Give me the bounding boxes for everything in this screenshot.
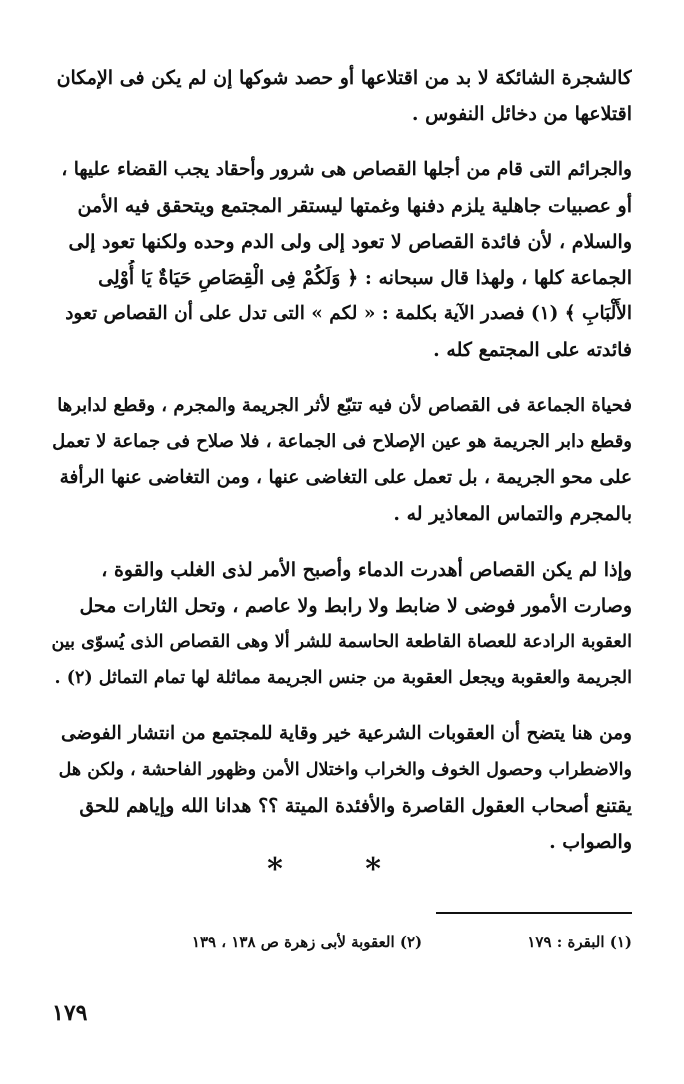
text-line: العقوبة الرادعة للعصاة القاطعة الحاسمة للشر ألا وهى القصاص الذى يُسوّى بين xyxy=(52,632,632,652)
text-line: ومن هنا يتضح أن العقوبات الشرعية خير وقاية للمجتمع من انتشار الفوضى xyxy=(60,723,632,744)
text-line: الجريمة والعقوبة ويجعل العقوبة من جنس الجريمة مماثلة لها تمام التماثل (٢) . xyxy=(54,668,632,688)
footnotes xyxy=(52,930,632,954)
text-line: والجرائم التى قام من أجلها القصاص هى شرور وأحقاد يجب القضاء عليها ، xyxy=(61,159,632,180)
text-line: اقتلاعها من دخائل النفوس . xyxy=(411,103,632,125)
page-number: ١٧٩ xyxy=(52,1000,88,1026)
quran-verse-line: الأَلْبَابِ ﴾ (١) فصدر الآية بكلمة : « لكم » التى تدل على أن القصاص تعود xyxy=(65,303,632,324)
text-line: والسلام ، لأن فائدة القصاص لا تعود إلى ولى الدم وحده ولكنها تعود إلى xyxy=(68,231,632,253)
text-line: فائدته على المجتمع كله . xyxy=(433,339,632,361)
text-line: أو عصبيات جاهلية يلزم دفنها وغمتها ليستقر المجتمع ويتحقق فيه الأمن xyxy=(77,195,632,217)
paragraph-5 xyxy=(52,716,632,860)
footnote-divider xyxy=(436,912,632,914)
text-line: فحياة الجماعة فى القصاص لأن فيه تتبّع لأثر الجريمة والمجرم ، وقطع لدابرها xyxy=(57,395,632,416)
footnote-2: (٢) العقوبة لأبى زهرة ص ١٣٨ ، ١٣٩ xyxy=(191,933,423,951)
text-line: وصارت الأمور فوضى لا ضابط ولا رابط ولا عاصم ، وتحل الثارات محل xyxy=(79,595,632,617)
text-line: كالشجرة الشائكة لا بد من اقتلاعها أو حصد شوكها إن لم يكن فى الإمكان xyxy=(56,67,632,89)
text-line: وقطع دابر الجريمة هو عين الإصلاح فى الجماعة ، فلا صلاح فى جماعة لا تعمل xyxy=(52,431,632,452)
paragraph-1 xyxy=(52,60,632,132)
paragraph-3 xyxy=(52,388,632,532)
quran-verse-line: الجماعة كلها ، ولهذا قال سبحانه : ﴿ وَلَكُمْ فِى الْقِصَاصِ حَيَاةٌ يَا أُوْلِى xyxy=(98,267,632,289)
text-line: يقتنع أصحاب العقول القاصرة والأفئدة الميتة ؟؟ هدانا الله وإياهم للحق xyxy=(79,795,632,817)
text-line: والاضطراب وحصول الخوف والخراب واختلال الأمن وظهور الفاحشة ، ولكن هل xyxy=(58,760,632,780)
paragraph-4 xyxy=(52,552,632,696)
paragraph-2 xyxy=(52,152,632,368)
section-separator: * * xyxy=(267,852,417,887)
footnote-1: (١) البقرة : ١٧٩ xyxy=(527,933,632,951)
text-line: على محو الجريمة ، بل تعمل على التغاضى عنها ، ومن التغاضى عنها الرأفة xyxy=(59,467,632,488)
text-line: والصواب . xyxy=(549,831,632,853)
text-line: بالمجرم والتماس المعاذير له . xyxy=(393,503,632,525)
book-page xyxy=(52,60,632,1040)
text-line: وإذا لم يكن القصاص أهدرت الدماء وأصبح الأمر لذى الغلب والقوة ، xyxy=(101,559,632,581)
